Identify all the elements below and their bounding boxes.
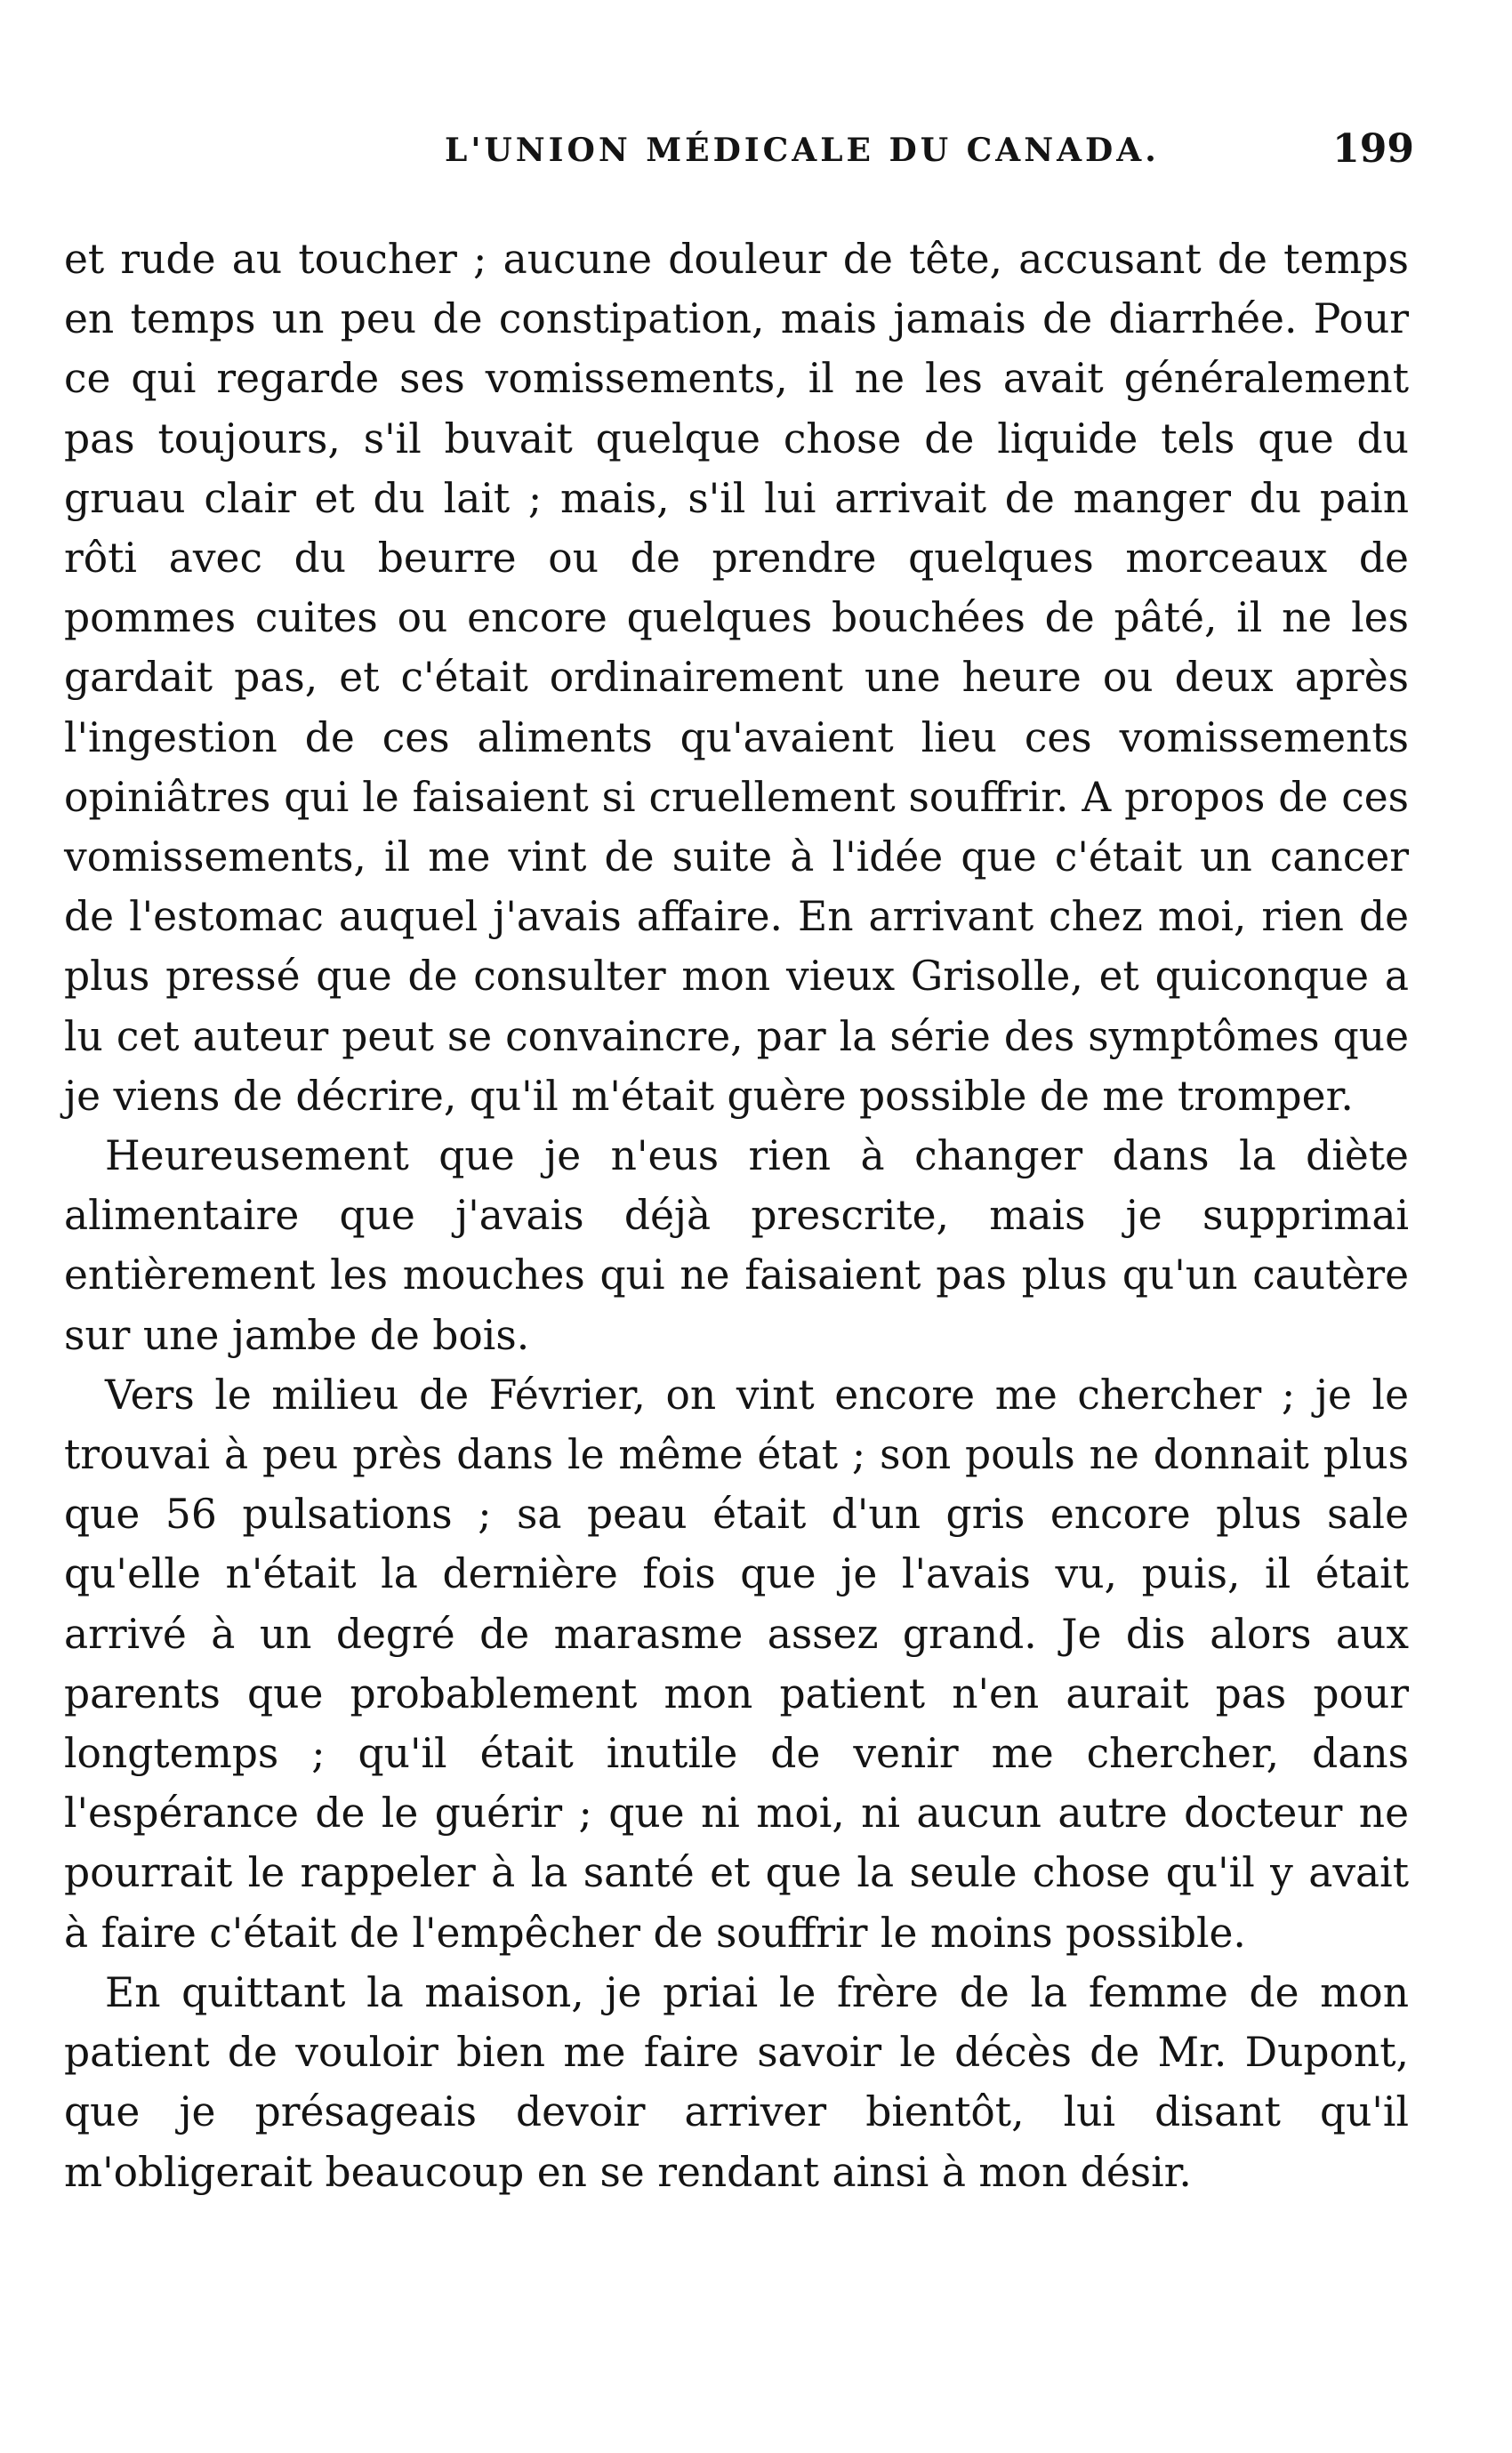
running-title: L'UNION MÉDICALE DU CANADA. bbox=[445, 132, 1160, 169]
body-text bbox=[64, 229, 1409, 2202]
running-head bbox=[80, 126, 1414, 185]
page-number: 199 bbox=[1332, 126, 1414, 172]
paragraph-2: Heureusement que je n'eus rien à changer dans la diète alimentaire que j'avais déjà prescrite, mais je supprimai entièrement les mouches qui ne faisaient pas plus qu'un cautère sur une jambe de bois. bbox=[64, 1132, 1409, 1359]
paragraph-4: En quittant la maison, je priai le frère de la femme de mon patient de vouloir bien me faire savoir le décès de Mr. Dupont, que je présageais devoir arriver bientôt, lui disant qu'il m'obligerait beaucoup en se rendant ainsi à mon désir. bbox=[64, 1968, 1409, 2196]
paragraph-1: et rude au toucher ; aucune douleur de tête, accusant de temps en temps un peu de constipation, mais jamais de diarrhée. Pour ce qui regarde ses vomissements, il ne les avait généralement pas toujours, s'il buvait quelque chose de liquide tels que du gruau clair et du lait ; mais, s'il lui arrivait de manger du pain rôti avec du beurre ou de prendre quelques morceaux de pommes cuites ou encore quelques bouchées de pâté, il ne les gardait pas, et c'était ordinairement une heure ou deux après l'ingestion de ces aliments qu'avaient lieu ces vomissements opiniâtres qui le faisaient si cruellement souffrir. A propos de ces vomissements, il me vint de suite à l'idée que c'était un cancer de l'estomac auquel j'avais affaire. En arrivant chez moi, rien de plus pressé que de consulter mon vieux Grisolle, et quiconque a lu cet auteur peut se convaincre, par la série des symptômes que je viens de décrire, qu'il m'était guère possible de me tromper. bbox=[64, 236, 1409, 1120]
paragraph-3: Vers le milieu de Février, on vint encore me chercher ; je le trouvai à peu près dans le même état ; son pouls ne donnait plus que 56 pulsations ; sa peau était d'un gris encore plus sale qu'elle n'était la dernière fois que je l'avais vu, puis, il était arrivé à un degré de marasme assez grand. Je dis alors aux parents que probablement mon patient n'en aurait pas pour longtemps ; qu'il était inutile de venir me chercher, dans l'espérance de le guérir ; que ni moi, ni aucun autre docteur ne pourrait le rappeler à la santé et que la seule chose qu'il y avait à faire c'était de l'empêcher de souffrir le moins possible. bbox=[64, 1371, 1409, 1957]
